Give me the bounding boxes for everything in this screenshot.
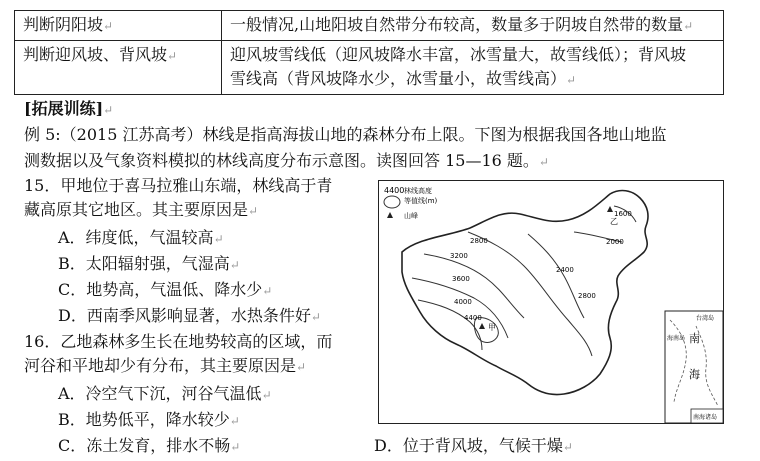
- contour-label: 1600: [614, 210, 632, 218]
- q16-option-a: A．冷空气下沉，河谷气温低↵: [58, 384, 272, 403]
- table-row: [15, 41, 724, 95]
- inset-hainan-label: 海南岛: [667, 335, 686, 342]
- inset-islands-label: 南海诸岛: [693, 414, 718, 421]
- q15-option-b: B．太阳辐射强，气湿高↵: [58, 254, 240, 273]
- contour-label: 4000: [454, 298, 472, 306]
- legend-value: 4400: [384, 186, 405, 195]
- contour-label: 2800: [470, 237, 488, 245]
- table-cell-label: 判断迎风坡、背风坡↵: [15, 41, 222, 95]
- contour-label: 2000: [606, 238, 624, 246]
- south-china-sea-inset: [665, 311, 723, 423]
- table-cell-content: 一般情况,山地阳坡自然带分布较高，数量多于阴坡自然带的数量↵: [222, 11, 724, 41]
- q16-option-d: D．位于背风坡，气候干燥↵: [374, 436, 573, 455]
- yi-label: 乙: [610, 217, 618, 226]
- jia-label: 甲: [488, 323, 496, 332]
- reference-table: [14, 10, 724, 95]
- question-15: 15．甲地位于喜马拉雅山东端，林线高于青 藏高原其它地区。其主要原因是↵: [24, 176, 333, 219]
- inset-taiwan-label: 台湾岛: [696, 315, 715, 322]
- q15-option-d: D．西南季风影响显著，水热条件好↵: [58, 306, 321, 325]
- contour-label: 3200: [450, 252, 468, 260]
- inset-frame: [665, 311, 723, 423]
- legend-contour-label: 林线高度: [404, 187, 432, 195]
- contour-label: 3600: [452, 275, 470, 283]
- contour-label: 2400: [556, 266, 574, 274]
- q16-option-c: C．冻土发育，排水不畅↵: [58, 436, 241, 455]
- example-intro: 例 5:（2015 江苏高考）林线是指高海拔山地的森林分布上限。下图为根据我国各地山地监 测数据以及气象资料模拟的林线高度分布示意图。读图回答 15—16 题。↵: [24, 125, 667, 170]
- q16-option-b: B．地势低平，降水较少↵: [58, 410, 240, 429]
- legend-contour-unit: 等值线(m): [404, 197, 438, 205]
- table-cell-content: 迎风坡雪线低（迎风坡降水丰富，冰雪量大，故雪线低）；背风坡 雪线高（背风坡降水少，冰雪量小，故雪线高）↵: [222, 41, 724, 95]
- map-svg: [378, 180, 724, 424]
- contour-label: 2800: [578, 292, 596, 300]
- q15-option-c: C．地势高，气温低、降水少↵: [58, 280, 273, 299]
- treeline-map: [378, 180, 724, 424]
- inset-hai-label: 海: [689, 368, 700, 381]
- table-cell-label: 判断阴阳坡↵: [15, 11, 222, 41]
- question-16: 16．乙地森林多生长在地势较高的区域，而 河谷和平地却少有分布，其主要原因是↵: [24, 332, 333, 375]
- jia-elevation: 4400: [464, 314, 482, 322]
- legend-peak-label: 山峰: [404, 212, 418, 220]
- inset-nan-label: 南: [689, 332, 700, 345]
- q15-option-a: A．纬度低，气温较高↵: [58, 228, 224, 247]
- table-row: [15, 11, 724, 41]
- extension-heading: [拓展训练]↵: [24, 99, 114, 118]
